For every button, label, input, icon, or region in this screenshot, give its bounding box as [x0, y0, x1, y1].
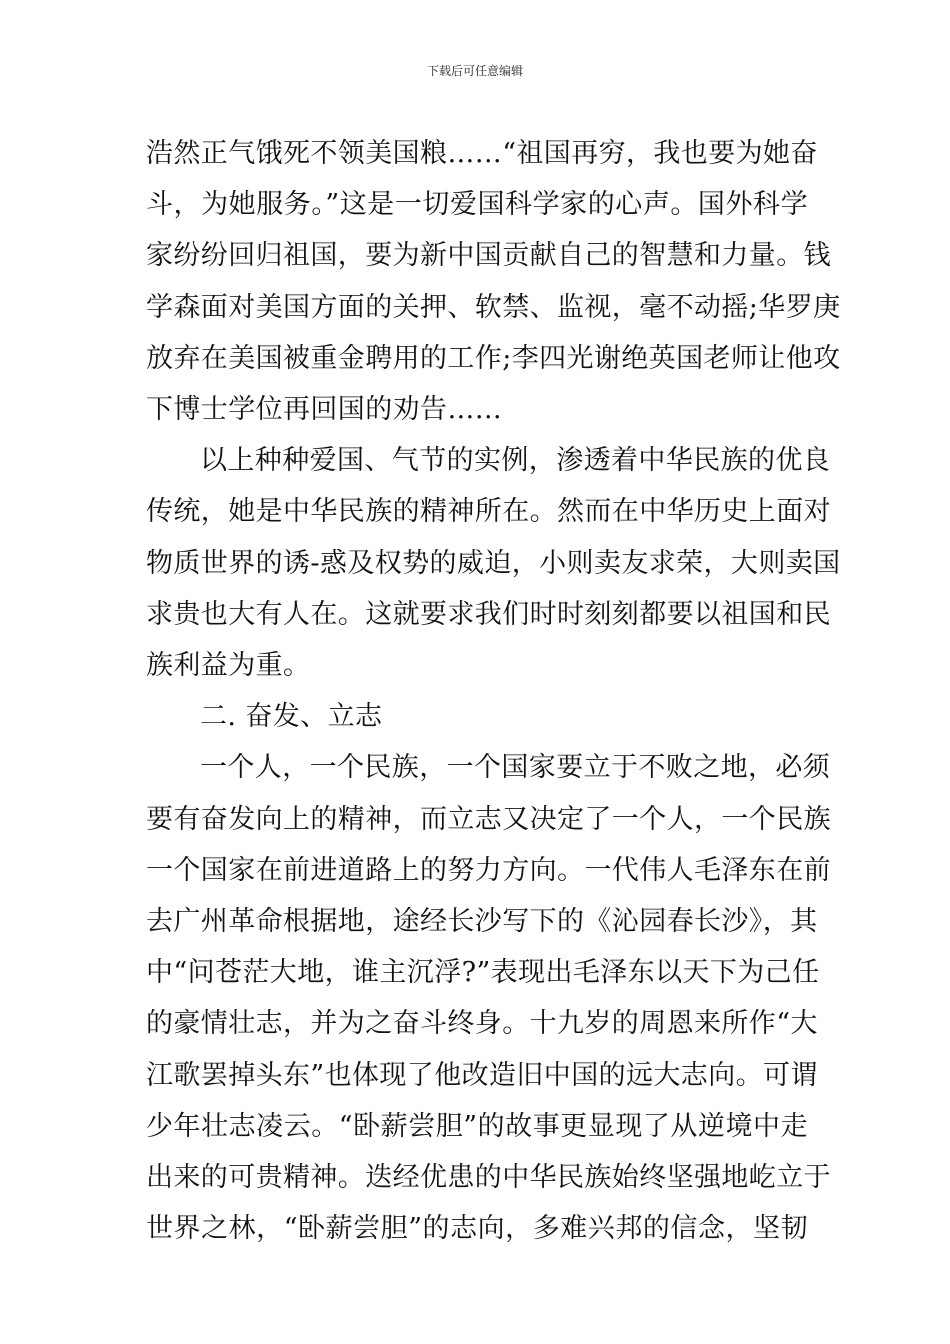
text-line: 下博士学位再回国的劝告…… [146, 394, 503, 426]
text-line: 传统，她是中华民族的精神所在。然而在中华历史上面对 [146, 496, 831, 528]
text-line: 家纷纷回归祖国，要为新中国贡献自己的智慧和力量。钱 [146, 240, 831, 272]
text-line: 以上种种爱国、气节的实例，渗透着中华民族的优良 [200, 445, 831, 477]
text-line: 江歌罢掉头东”也体现了他改造旧中国的远大志向。可谓 [146, 1059, 818, 1091]
page-header: 下载后可任意编辑 [426, 64, 523, 78]
text-line: 斗，为她服务。”这是一切爱国科学家的心声。国外科学 [146, 189, 808, 221]
text-line: 放弃在美国被重金聘用的工作;李四光谢绝英国老师让他攻 [146, 342, 841, 374]
text-line: 世界之林，“卧薪尝胆”的志向，多难兴邦的信念，坚韧 [146, 1213, 808, 1245]
document-body [146, 128, 841, 1254]
text-line: 一个国家在前进道路上的努力方向。一代伟人毛泽东在前 [146, 854, 831, 886]
text-line: 的豪情壮志，并为之奋斗终身。十九岁的周恩来所作“大 [146, 1008, 818, 1040]
text-line: 少年壮志凌云。“卧薪尝胆”的故事更显现了从逆境中走 [146, 1110, 808, 1142]
heading-line: 二. 奋发、立志 [200, 701, 383, 733]
section-heading [146, 691, 808, 742]
paragraph-2 [146, 435, 841, 691]
text-line: 族利益为重。 [146, 650, 311, 682]
text-line: 求贵也大有人在。这就要求我们时时刻刻都要以祖国和民 [146, 598, 831, 630]
text-line: 学森面对美国方面的关押、软禁、监视，毫不动摇;华罗庚 [146, 291, 841, 323]
text-line: 浩然正气饿死不领美国粮……“祖国再穷，我也要为她奋 [146, 138, 818, 169]
paragraph-3 [146, 742, 831, 1254]
text-line: 中“问苍茫大地，谁主沉浮?”表现出毛泽东以天下为己任 [146, 957, 820, 989]
text-line: 物质世界的诱-惑及权势的威迫，小则卖友求荣，大则卖国 [146, 547, 841, 579]
paragraph-1 [146, 128, 841, 435]
text-line: 一个人，一个民族，一个国家要立于不败之地，必须 [200, 752, 831, 784]
text-line: 去广州革命根据地，途经长沙写下的《沁园春长沙》，其 [146, 906, 818, 938]
text-line: 要有奋发向上的精神，而立志又决定了一个人，一个民族 [146, 803, 831, 835]
text-line: 出来的可贵精神。迭经优患的中华民族始终坚强地屹立于 [146, 1162, 831, 1194]
